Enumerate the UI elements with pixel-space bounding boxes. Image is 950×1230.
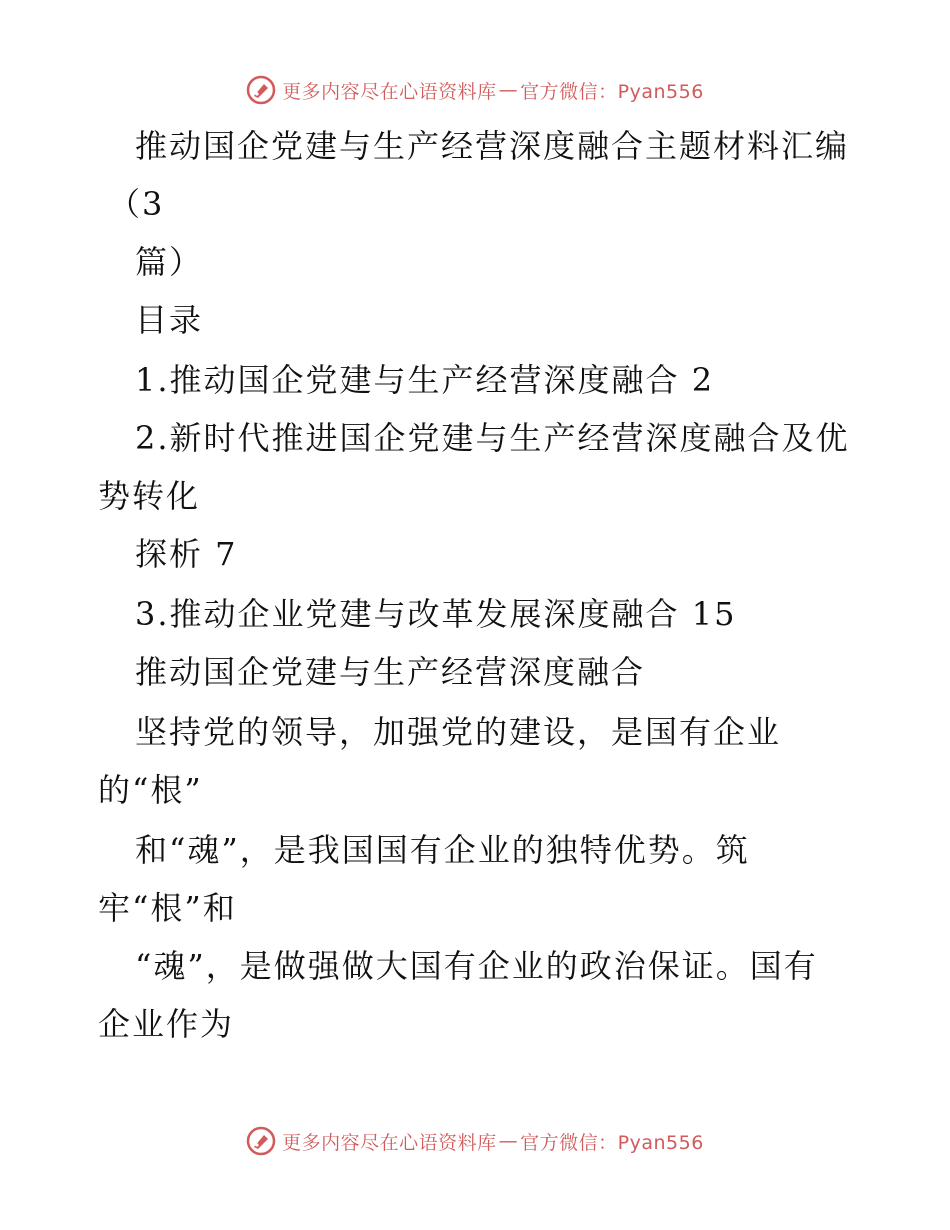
body-line-2: 的“根”: [98, 771, 203, 809]
section-heading: 推动国企党建与生产经营深度融合: [135, 653, 646, 691]
toc-item-3: 3.推动企业党建与改革发展深度融合 15: [135, 595, 737, 633]
header-watermark-banner: [0, 70, 950, 110]
body-line-4: 牢“根”和: [98, 889, 237, 927]
pen-nib-logo-icon: [246, 75, 276, 105]
document-title-line-3: 篇）: [135, 243, 204, 281]
banner-main-text: 更多内容尽在心语资料库: [282, 80, 497, 103]
document-title-line-1: 推动国企党建与生产经营深度融合主题材料汇编: [135, 127, 850, 165]
toc-item-2: 2.新时代推进国企党建与生产经营深度融合及优: [135, 419, 850, 457]
body-line-5: “魂”，是做强做大国有企业的政治保证。国有: [135, 947, 818, 985]
banner-main-text: 更多内容尽在心语资料库: [282, 1131, 497, 1154]
body-line-3: 和“魂”，是我国国有企业的独特优势。筑: [135, 831, 750, 869]
toc-item-2-continued: 势转化: [98, 477, 201, 515]
body-line-1: 坚持党的领导，加强党的建设，是国有企业: [135, 713, 782, 751]
document-title-line-2: （3: [108, 185, 165, 223]
toc-item-2-page: 探析 7: [135, 535, 238, 573]
pen-nib-logo-icon: [246, 1126, 276, 1156]
footer-watermark-banner: [0, 1121, 950, 1161]
banner-wechat-text: 官方微信：Pyan556: [520, 80, 704, 103]
body-line-6: 企业作为: [98, 1005, 235, 1043]
toc-heading: 目录: [135, 301, 204, 339]
toc-item-1: 1.推动国企党建与生产经营深度融合 2: [135, 361, 715, 399]
banner-dash: —: [498, 79, 519, 101]
banner-wechat-text: 官方微信：Pyan556: [520, 1131, 704, 1154]
banner-dash: —: [498, 1130, 519, 1152]
